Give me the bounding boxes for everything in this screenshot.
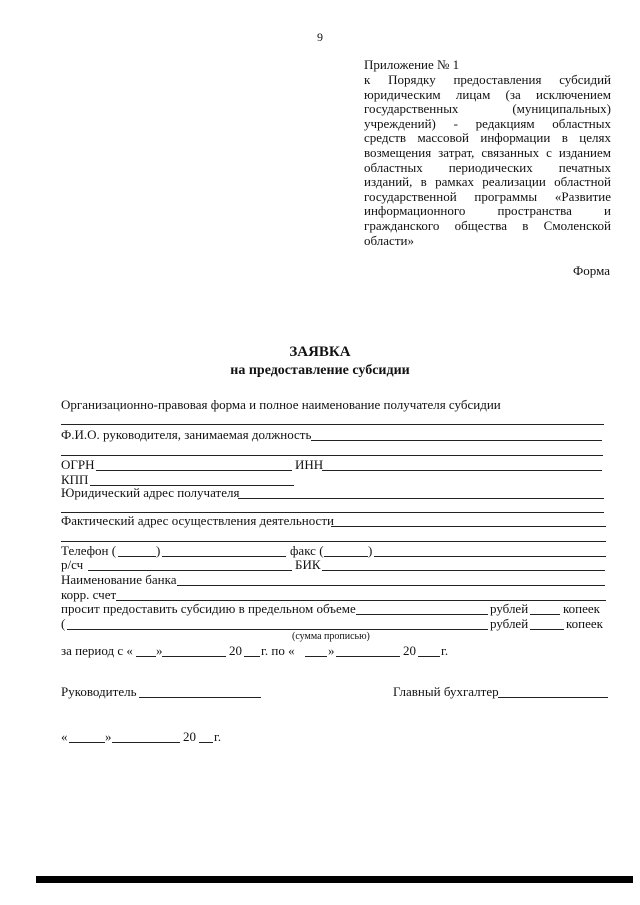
actual-address-label: Фактический адрес осуществления деятельности xyxy=(61,513,334,528)
period-year-prefix: 20 xyxy=(229,643,242,658)
bottom-border-bar xyxy=(36,876,633,883)
annex-line: информационного пространства и xyxy=(364,203,611,219)
amount-number-line[interactable] xyxy=(356,614,488,615)
kopecks-words-line[interactable] xyxy=(530,629,564,630)
request-text: просит предоставить субсидию в предельном объеме xyxy=(61,601,356,616)
actual-address-line-2[interactable] xyxy=(61,541,606,542)
date-suffix: г. xyxy=(214,729,222,744)
document-subtitle: на предоставление субсидии xyxy=(230,363,410,378)
period-to-year-line[interactable] xyxy=(418,656,440,657)
ogrn-label: ОГРН xyxy=(61,457,95,472)
period-year-end: г. xyxy=(441,643,449,658)
chief-accountant-label: Главный бухгалтер xyxy=(393,684,499,699)
period-to-label: г. по « xyxy=(261,643,295,658)
annex-line: областных периодических печатных xyxy=(364,159,611,175)
date-open-quote: « xyxy=(61,729,68,744)
period-to-day-line[interactable] xyxy=(305,656,327,657)
account-line[interactable] xyxy=(88,570,292,571)
period-to-month-line[interactable] xyxy=(336,656,400,657)
words-open-paren: ( xyxy=(61,616,66,631)
period-quote-close-2: » xyxy=(328,643,335,658)
annex-line: государственной программы «Развитие xyxy=(364,188,611,204)
phone-label: Телефон ( xyxy=(61,543,117,558)
date-year-line[interactable] xyxy=(199,742,213,743)
account-label: р/сч xyxy=(61,557,84,572)
fax-code-line[interactable] xyxy=(324,556,368,557)
head-name-line[interactable] xyxy=(311,440,602,441)
page-number: 9 xyxy=(317,30,323,44)
kopecks-number-line[interactable] xyxy=(530,614,560,615)
period-from-month-line[interactable] xyxy=(162,656,226,657)
annex-line: гражданского общества в Смоленской xyxy=(364,217,611,233)
legal-address-label: Юридический адрес получателя xyxy=(61,485,240,500)
form-label: Форма xyxy=(573,263,610,278)
document-title: ЗАЯВКА xyxy=(289,344,351,360)
legal-address-line[interactable] xyxy=(238,498,604,499)
annex-line: области» xyxy=(364,232,414,248)
amount-words-line[interactable] xyxy=(67,629,488,630)
annex-line: юридическим лицам (за исключением xyxy=(364,86,611,102)
rubles-label-2: рублей xyxy=(490,616,529,631)
annex-line: возмещения затрат, связанных с изданием xyxy=(364,144,611,160)
phone-code-line[interactable] xyxy=(118,556,156,557)
period-from-year-line[interactable] xyxy=(244,656,260,657)
period-from-label: за период с « xyxy=(61,643,133,658)
head-name-label: Ф.И.О. руководителя, занимаемая должность xyxy=(61,427,312,442)
period-quote-close: » xyxy=(156,643,163,658)
annex-title: Приложение № 1 xyxy=(364,57,460,72)
org-form-label: Организационно-правовая форма и полное наименование получателя субсидии xyxy=(61,397,501,412)
date-year-prefix: 20 xyxy=(183,729,196,744)
annex-body xyxy=(364,73,611,248)
date-month-line[interactable] xyxy=(112,742,180,743)
bik-line[interactable] xyxy=(322,570,605,571)
period-from-day-line[interactable] xyxy=(136,656,156,657)
phone-number-line[interactable] xyxy=(162,556,286,557)
ogrn-line[interactable] xyxy=(96,470,292,471)
fax-close-paren: ) xyxy=(368,543,373,558)
bank-name-line[interactable] xyxy=(177,585,605,586)
kpp-label: КПП xyxy=(61,472,89,487)
head-signature-label: Руководитель xyxy=(61,684,137,699)
annex-line: изданий, в рамках реализации областной xyxy=(364,174,611,190)
date-close-quote: » xyxy=(105,729,112,744)
inn-label: ИНН xyxy=(295,457,324,472)
fax-label: факс ( xyxy=(290,543,324,558)
org-form-line[interactable] xyxy=(61,424,604,425)
annex-line: государственных (муниципальных) xyxy=(364,101,611,117)
bik-label: БИК xyxy=(295,557,321,572)
amount-in-words-hint: (сумма прописью) xyxy=(292,631,370,642)
kopecks-label-2: копеек xyxy=(566,616,603,631)
actual-address-line[interactable] xyxy=(331,526,606,527)
annex-line: учреждений) - редакциям областных xyxy=(364,115,611,131)
annex-line: к Порядку предоставления субсидий xyxy=(364,72,611,87)
kopecks-label: копеек xyxy=(563,601,600,616)
chief-accountant-line[interactable] xyxy=(498,697,608,698)
date-day-line[interactable] xyxy=(69,742,105,743)
corr-account-label: корр. счет xyxy=(61,587,117,602)
phone-close-paren: ) xyxy=(156,543,161,558)
bank-name-label: Наименование банка xyxy=(61,572,177,587)
inn-line[interactable] xyxy=(322,470,602,471)
head-name-line-2[interactable] xyxy=(61,455,603,456)
fax-number-line[interactable] xyxy=(374,556,606,557)
period-year-prefix-2: 20 xyxy=(403,643,416,658)
rubles-label: рублей xyxy=(490,601,529,616)
head-signature-line[interactable] xyxy=(139,697,261,698)
annex-line: средств массовой информации в целях xyxy=(364,130,611,146)
